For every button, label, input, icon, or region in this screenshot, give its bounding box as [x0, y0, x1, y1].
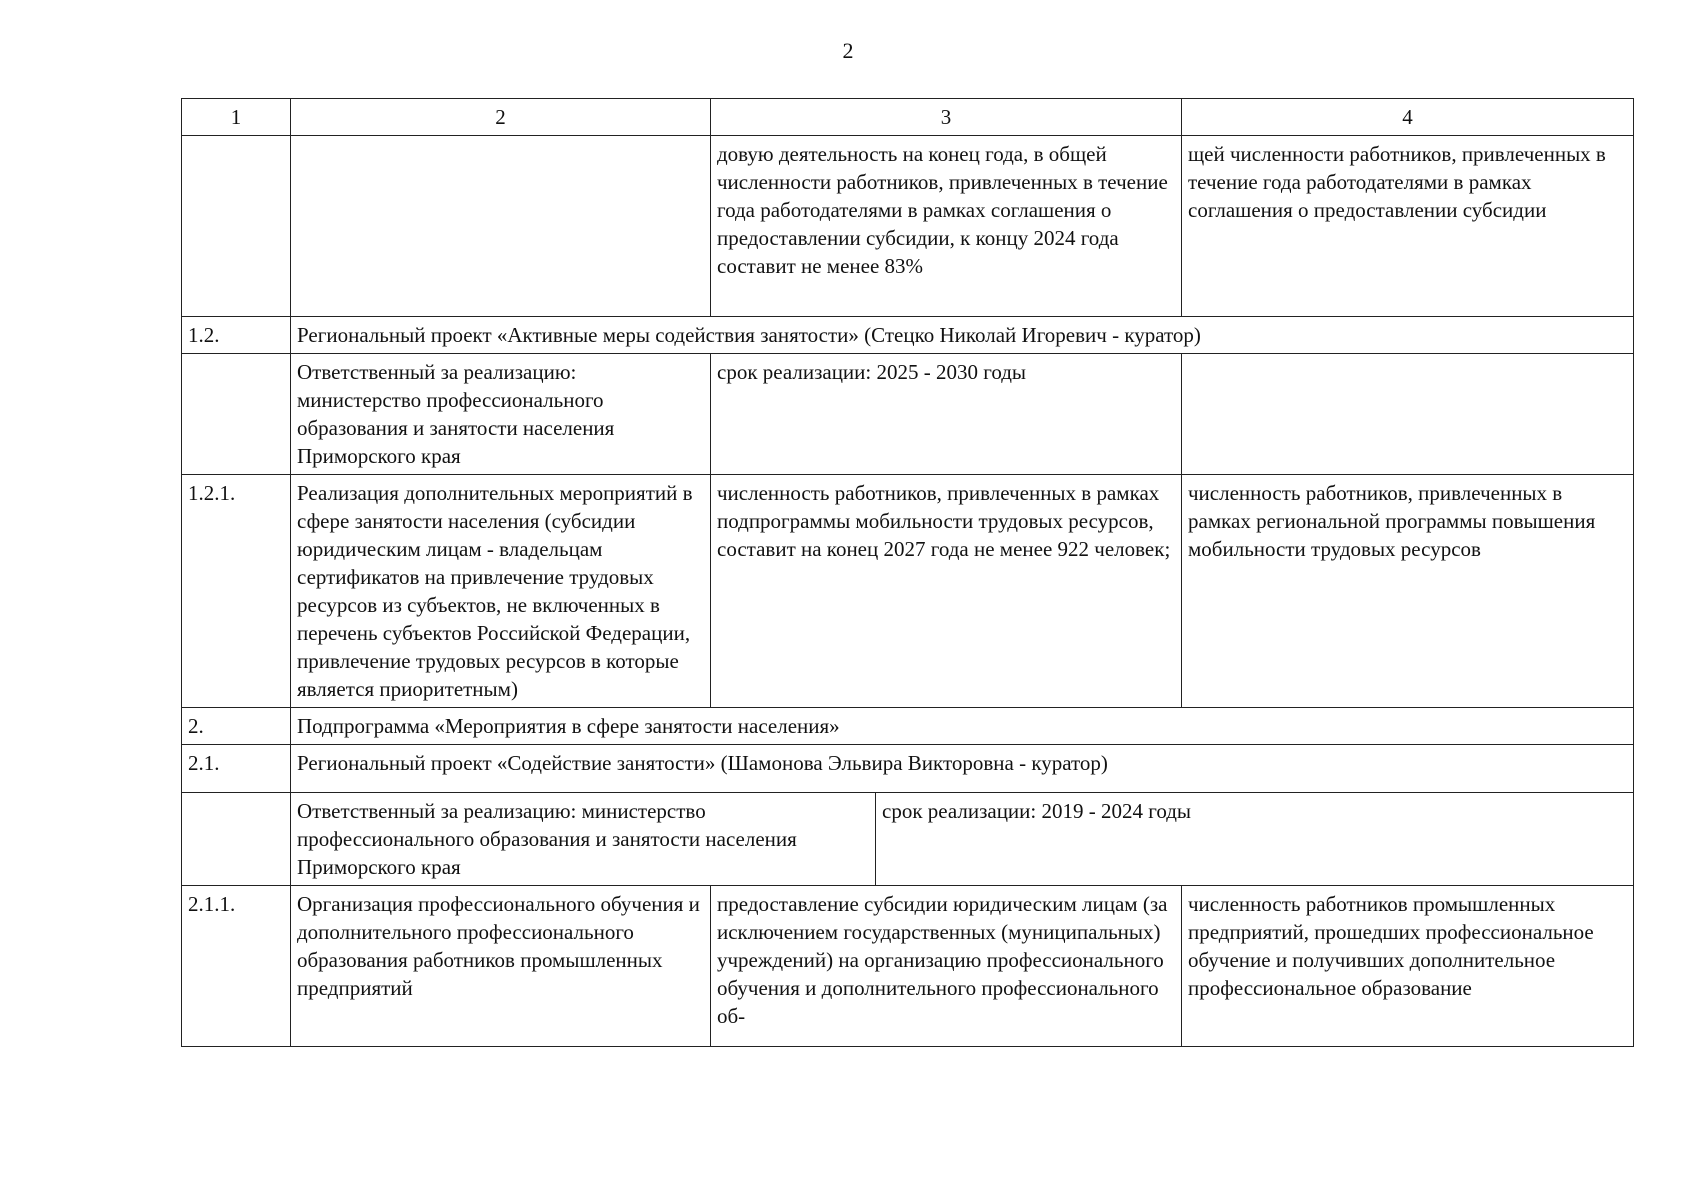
cell-term: срок реализации: 2025 - 2030 годы	[711, 354, 1182, 475]
cell-indicator	[1182, 354, 1634, 475]
table-row	[182, 793, 1634, 886]
table-row	[182, 886, 1634, 1047]
cell-num: 2.1.	[182, 745, 291, 793]
cell-expected-result: довую деятельность на конец года, в общей численности работников, привлеченных в течение года работодателями в рамках соглашения о предоставлении субсидии, к концу 2024 года составит не менее 83%	[711, 136, 1182, 317]
cell-measure	[291, 136, 711, 317]
cell-num	[182, 136, 291, 317]
cell-num: 2.	[182, 708, 291, 745]
table-row	[182, 708, 1634, 745]
cell-indicator: щей численности работников, привлеченных в течение года работодателями в рамках соглашения о предоставлении субсидии	[1182, 136, 1634, 317]
header-col-1: 1	[182, 99, 291, 136]
page-number: 2	[842, 38, 854, 63]
cell-responsible: Ответственный за реализацию: министерство профессионального образования и занятости населения Приморского края	[291, 793, 876, 886]
cell-num: 1.2.	[182, 317, 291, 354]
cell-num	[182, 354, 291, 475]
header-col-3: 3	[711, 99, 1182, 136]
cell-num	[182, 793, 291, 886]
cell-num: 1.2.1.	[182, 475, 291, 708]
measures-table	[181, 98, 1634, 1047]
table-row	[182, 317, 1634, 354]
cell-expected-result: численность работников, привлеченных в рамках подпрограммы мобильности трудовых ресурсов, составит на конец 2027 года не менее 922 человек;	[711, 475, 1182, 708]
cell-measure: Организация профессионального обучения и дополнительного профессионального образования работников промышленных предприятий	[291, 886, 711, 1047]
cell-indicator: численность работников, привлеченных в рамках региональной программы повышения мобильности трудовых ресурсов	[1182, 475, 1634, 708]
cell-responsible: Ответственный за реализацию: министерство профессионального образования и занятости населения Приморского края	[291, 354, 711, 475]
regional-project-title: Региональный проект «Содействие занятости» (Шамонова Эльвира Викторовна - куратор)	[291, 745, 1634, 793]
cell-expected-result: предоставление субсидии юридическим лицам (за исключением государственных (муниципальных) учреждений) на организацию профессионального обучения и дополнительного профессионального об-	[711, 886, 1182, 1047]
cell-measure: Реализация дополнительных мероприятий в сфере занятости населения (субсидии юридическим лицам - владельцам сертификатов на привлечение трудовых ресурсов из субъектов, не включенных в перечень субъектов Российской Федерации, привлечение трудовых ресурсов в которые является приоритетным)	[291, 475, 711, 708]
table-header-row	[182, 99, 1634, 136]
cell-num: 2.1.1.	[182, 886, 291, 1047]
cell-term: срок реализации: 2019 - 2024 годы	[876, 793, 1634, 886]
header-col-4: 4	[1182, 99, 1634, 136]
subprogram-title: Подпрограмма «Мероприятия в сфере занятости населения»	[291, 708, 1634, 745]
table-row	[182, 354, 1634, 475]
table-row	[182, 475, 1634, 708]
table-row	[182, 745, 1634, 793]
regional-project-title: Региональный проект «Активные меры содействия занятости» (Стецко Николай Игоревич - куратор)	[291, 317, 1634, 354]
header-col-2: 2	[291, 99, 711, 136]
table-row	[182, 136, 1634, 317]
cell-indicator: численность работников промышленных предприятий, прошедших профессиональное обучение и получивших дополнительное профессиональное образование	[1182, 886, 1634, 1047]
